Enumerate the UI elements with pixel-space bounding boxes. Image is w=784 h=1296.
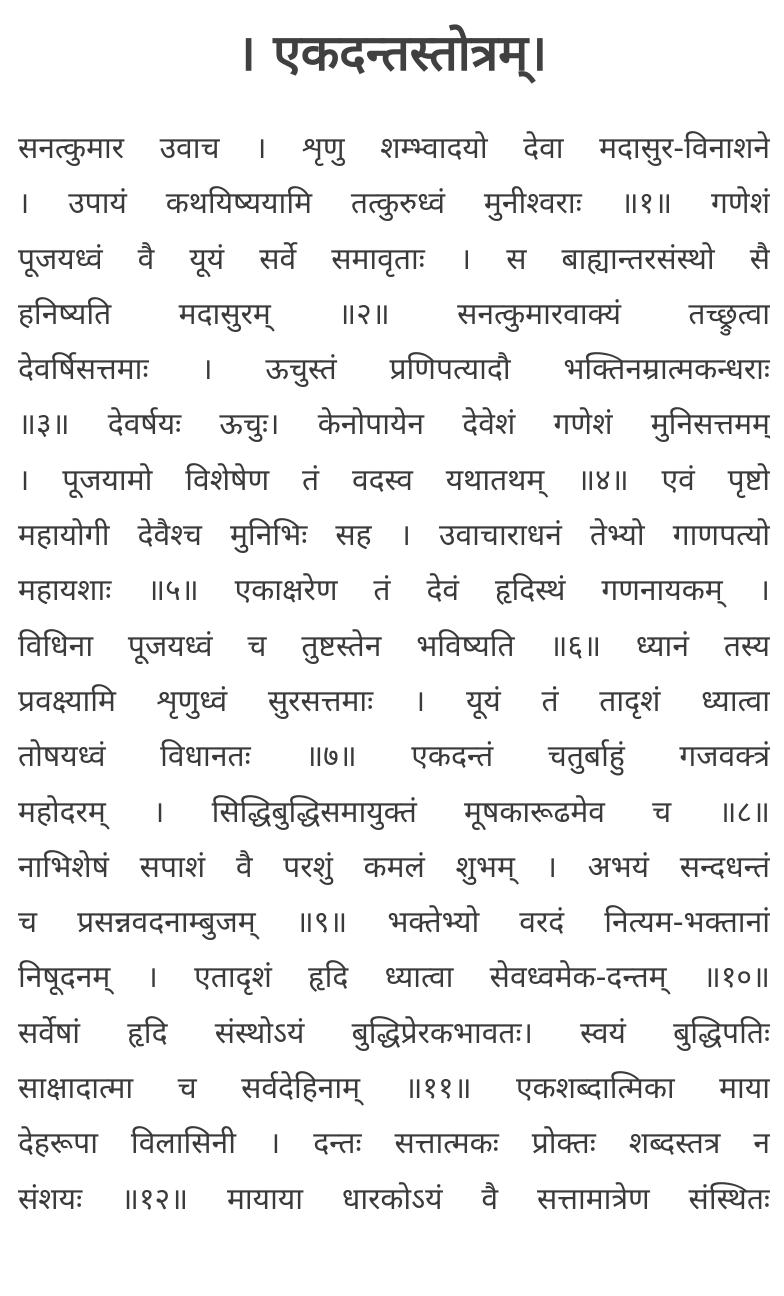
text-line-15: च प्रसन्नवदनाम्बुजम् ॥९॥ भक्तेभ्यो वरदं नित्यम-भक्तानां	[18, 905, 770, 941]
text-line-11: प्रवक्ष्यामि शृणुध्वं सुरसत्तमाः । यूयं तं तादृशं ध्यात्वा	[18, 683, 770, 719]
text-line-19: देहरूपा विलासिनी । दन्तः सत्तात्मकः प्रोक्तः शब्दस्तत्र न	[18, 1126, 770, 1162]
text-line-18: साक्षादात्मा च सर्वदेहिनाम् ॥११॥ एकशब्दात्मिका माया	[18, 1071, 770, 1107]
text-line-12: तोषयध्वं विधानतः ॥७॥ एकदन्तं चतुर्बाहुं गजवक्त्रं	[18, 739, 770, 775]
text-line-7: । पूजयामो विशेषेण तं वदस्व यथातथम् ॥४॥ एवं पृष्टो	[18, 462, 770, 498]
text-line-17: सर्वेषां हृदि संस्थोऽयं बुद्धिप्रेरकभावतः। स्वयं बुद्धिपतिः	[18, 1015, 770, 1051]
text-line-14: नाभिशेषं सपाशं वै परशुं कमलं शुभम् । अभयं सन्दधन्तं	[18, 849, 770, 885]
text-line-3: पूजयध्वं वै यूयं सर्वे समावृताः । स बाह्यान्तरसंस्थो सै	[18, 241, 770, 277]
text-line-2: । उपायं कथयिष्ययामि तत्कुरुध्वं मुनीश्वराः ॥१॥ गणेशं	[18, 186, 770, 222]
text-line-5: देवर्षिसत्तमाः । ऊचुस्तं प्रणिपत्यादौ भक्तिनम्रात्मकन्धराः	[18, 352, 770, 388]
text-line-6: ॥३॥ देवर्षयः ऊचुः। केनोपायेन देवेशं गणेशं मुनिसत्तमम्	[18, 407, 770, 443]
text-line-1: सनत्कुमार उवाच । शृणु शम्भ्वादयो देवा मदासुर-विनाशने	[18, 131, 770, 166]
stotra-text	[18, 121, 770, 1227]
text-line-9: महायशाः ॥५॥ एकाक्षरेण तं देवं हृदिस्थं गणनायकम् ।	[18, 573, 770, 609]
text-line-13: महोदरम् । सिद्धिबुद्धिसमायुक्तं मूषकारूढमेव च ॥८॥	[18, 794, 770, 830]
page-title: । एकदन्तस्तोत्रम्।	[236, 24, 548, 82]
text-line-4: हनिष्यति मदासुरम् ॥२॥ सनत्कुमारवाक्यं तच्छ्रुत्वा	[18, 296, 770, 332]
text-line-16: निषूदनम् । एतादृशं हृदि ध्यात्वा सेवध्वमेक-दन्तम् ॥१०॥	[18, 960, 770, 996]
text-line-20: संशयः ॥१२॥ मायाया धारकोऽयं वै सत्तामात्रेण संस्थितः	[18, 1181, 770, 1217]
text-line-8: महायोगी देवैश्च मुनिभिः सह । उवाचाराधनं तेभ्यो गाणपत्यो	[18, 518, 770, 554]
text-line-10: विधिना पूजयध्वं च तुष्टस्तेन भविष्यति ॥६॥ ध्यानं तस्य	[18, 628, 770, 664]
